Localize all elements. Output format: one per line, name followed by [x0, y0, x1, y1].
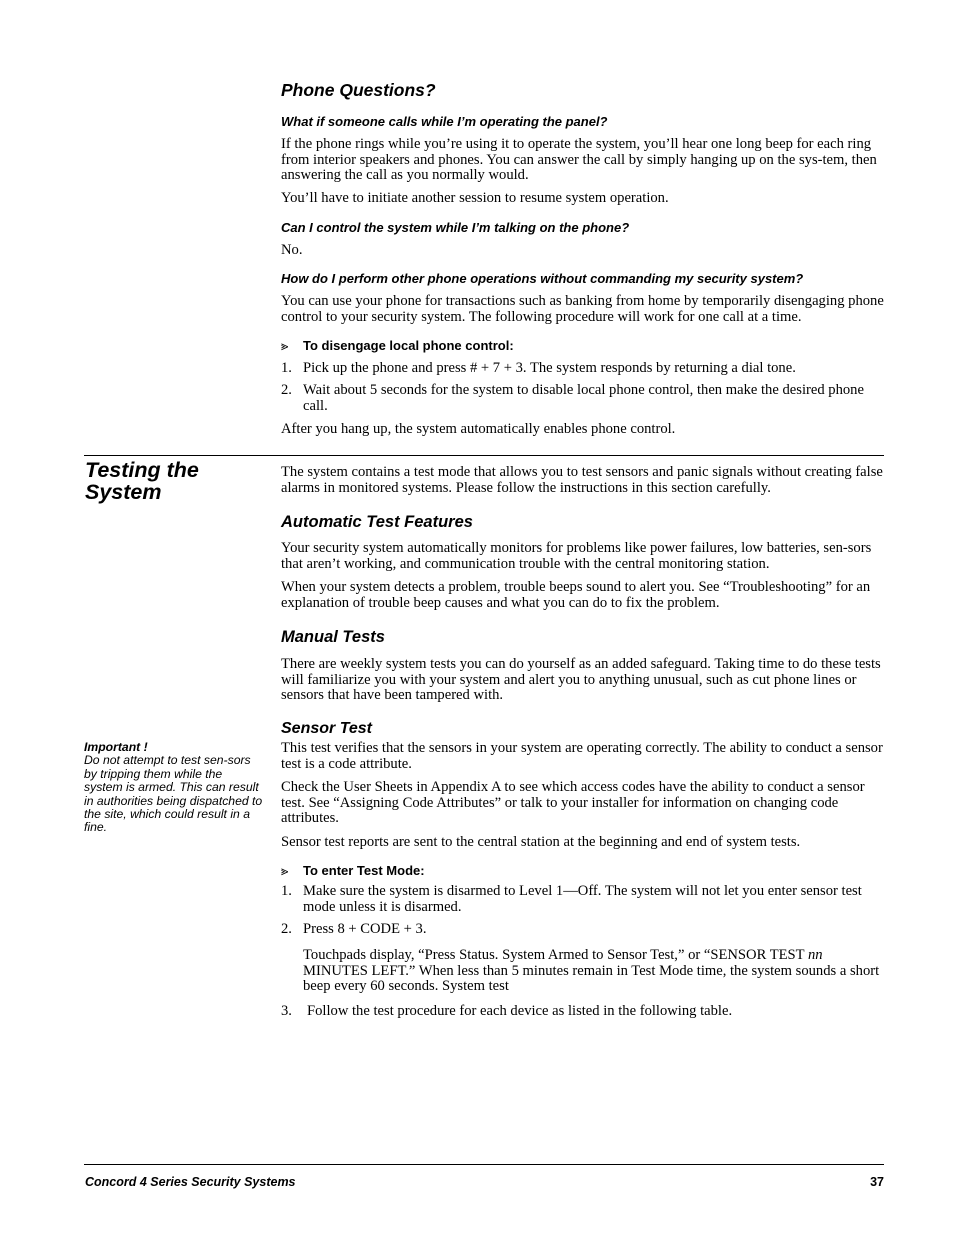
step-text: Press 8 + CODE + 3.	[303, 921, 427, 937]
sensor-test-p3: Sensor test reports are sent to the central station at the beginning and end of system tests.	[281, 834, 801, 850]
step-number: 1.	[281, 883, 292, 899]
automatic-test-p2: When your system detects a problem, trouble beeps sound to alert you. See “Troubleshooting” for an explanation of trouble beep causes and what you can do to fix the problem.	[281, 579, 871, 611]
step-text: Wait about 5 seconds for the system to disable local phone control, then make the desired phone call.	[303, 382, 864, 414]
answer-other-phone-operations: You can use your phone for transactions such as banking from home by temporarily disengaging phone control to your security system. The following procedure will work for one call at a time.	[281, 293, 884, 325]
title-line-1: Testing the	[85, 458, 199, 482]
question-control-while-talking: Can I control the system while I’m talking on the phone?	[281, 220, 630, 235]
step-text: Follow the test procedure for each device as listed in the following table.	[307, 1003, 733, 1019]
manual-tests-heading: Manual Tests	[281, 628, 385, 646]
title-line-2: System	[85, 480, 162, 504]
sensor-test-p2: Check the User Sheets in Appendix A to see which access codes have the ability to conduct a sensor test. See “Assigning Code Attributes” or talk to your installer for information on changing code attributes.	[281, 779, 865, 827]
answer-incoming-call-p2: You’ll have to initiate another session to resume system operation.	[281, 190, 669, 206]
manual-tests-p1: There are weekly system tests you can do yourself as an added safeguard. Taking time to do these tests will familiarize you with your system and alert you to anything unusual, such as cut phone lines or sensors that have been tampered with.	[281, 656, 881, 704]
sensor-test-heading: Sensor Test	[281, 720, 372, 737]
list-item	[281, 361, 884, 377]
step-text: Make sure the system is disarmed to Level 1—Off. The system will not let you enter sensor test mode unless it is disarmed.	[303, 883, 862, 915]
step-number: 1.	[281, 360, 292, 376]
step-number: 2.	[281, 921, 292, 937]
list-item	[281, 922, 884, 938]
step-2-detail-placeholder: nn	[807, 947, 823, 963]
automatic-test-p1: Your security system automatically monitors for problems like power failures, low batteries, sen-sors that aren’t working, and communication trouble with the central monitoring station.	[281, 540, 872, 572]
step-number: 3.	[281, 1003, 292, 1019]
arrow-right-icon: ⪢	[281, 338, 289, 353]
question-other-phone-operations: How do I perform other phone operations without commanding my security system?	[281, 271, 804, 286]
footer-divider	[84, 1164, 884, 1165]
procedure-title: To disengage local phone control:	[303, 338, 514, 353]
after-hang-up-text: After you hang up, the system automatically enables phone control.	[281, 421, 676, 437]
answer-incoming-call-p1: If the phone rings while you’re using it to operate the system, you’ll hear one long beep for each ring from interior speakers and phones. You can answer the call by simply hanging up on the sys-tem, then answering the call as you normally would.	[281, 136, 877, 184]
list-item	[281, 884, 884, 915]
section-divider	[84, 455, 884, 456]
arrow-right-icon: ⪢	[281, 863, 289, 878]
step-text: Pick up the phone and press # + 7 + 3. The system responds by returning a dial tone.	[303, 360, 796, 376]
list-item	[281, 383, 884, 414]
testing-section-title	[85, 459, 265, 503]
answer-control-while-talking: No.	[281, 242, 303, 258]
question-incoming-call: What if someone calls while I’m operating the panel?	[281, 114, 608, 129]
important-note-text: Do not attempt to test sen-sors by tripping them while the system is armed. This can result in authorities being dispatched to the site, which could result in a fine.	[84, 753, 263, 835]
footer-title: Concord 4 Series Security Systems	[85, 1175, 296, 1189]
procedure-title: To enter Test Mode:	[303, 863, 425, 878]
list-item	[281, 1004, 884, 1020]
automatic-test-heading: Automatic Test Features	[281, 513, 473, 531]
procedure-enter-test-mode	[281, 863, 884, 878]
step-number: 2.	[281, 382, 292, 398]
page-number: 37	[870, 1175, 884, 1189]
step-2-detail-text-b: MINUTES LEFT.” When less than 5 minutes remain in Test Mode time, the system sounds a short beep every 60 seconds. System test	[303, 962, 880, 995]
important-note	[84, 741, 264, 835]
sensor-test-p1: This test verifies that the sensors in your system are operating correctly. The ability to conduct a sensor test is a code attribute.	[281, 740, 883, 772]
procedure-disengage-phone	[281, 338, 884, 353]
step-2-detail-text-a: Touchpads display, “Press Status. System Armed to Sensor Test,” or “SENSOR TEST	[303, 947, 808, 963]
testing-intro: The system contains a test mode that allows you to test sensors and panic signals without creating false alarms in monitored systems. Please follow the instructions in this section carefully.	[281, 464, 883, 496]
phone-questions-heading: Phone Questions?	[281, 80, 436, 100]
step-2-detail	[303, 948, 884, 995]
important-note-label: Important !	[84, 740, 148, 754]
